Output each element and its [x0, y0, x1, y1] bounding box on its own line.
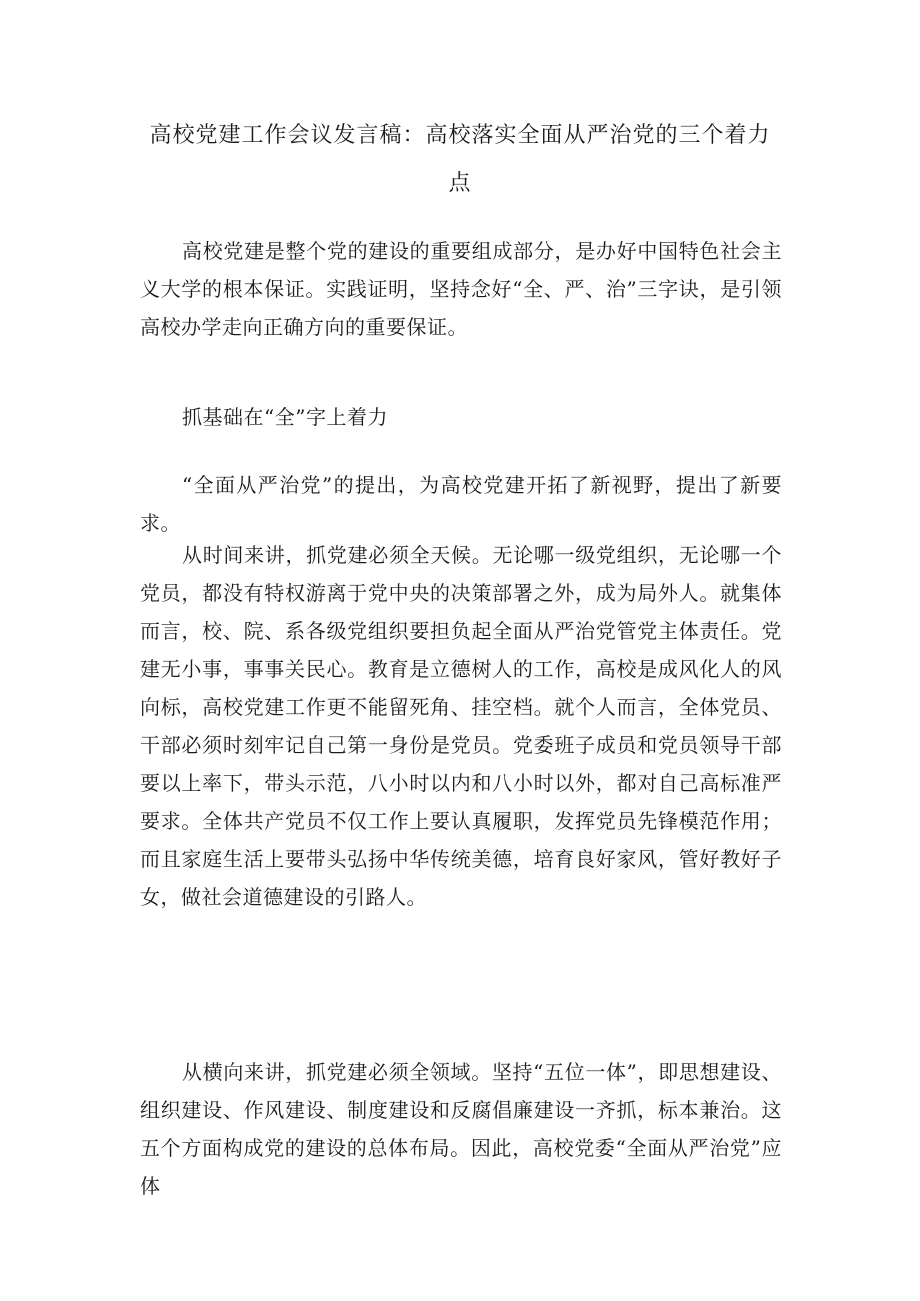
- body-paragraph: 从横向来讲，抓党建必须全领域。坚持“五位一体”，即思想建设、组织建设、作风建设、制度建设和反腐倡廉建设一齐抓，标本兼治。这五个方面构成党的建设的总体布局。因此，高校党委“全面从严治党”应体: [140, 1060, 782, 1198]
- document-title: 高校党建工作会议发言稿：高校落实全面从严治党的三个着力点: [149, 123, 771, 196]
- section-heading: 抓基础在“全”字上着力: [182, 405, 388, 429]
- body-paragraph: 从时间来讲，抓党建必须全天候。无论哪一级党组织，无论哪一个党员，都没有特权游离于党中央的决策部署之外，成为局外人。就集体而言，校、院、系各级党组织要担负起全面从严治党管党主体责任。党建无小事，事事关民心。教育是立德树人的工作，高校是成风化人的风向标，高校党建工作更不能留死角、挂空档。就个人而言，全体党员、干部必须时刻牢记自己第一身份是党员。党委班子成员和党员领导干部要以上率下，带头示范，八小时以内和八小时以外，都对自己高标准严要求。全体共产党员不仅工作上要认真履职，发挥党员先锋模范作用；而且家庭生活上要带头弘扬中华传统美德，培育良好家风，管好教好子女，做社会道德建设的引路人。: [140, 543, 782, 909]
- body-paragraph: “全面从严治党”的提出，为高校党建开拓了新视野，提出了新要求。: [140, 473, 782, 535]
- intro-paragraph: 高校党建是整个党的建设的重要组成部分，是办好中国特色社会主义大学的根本保证。实践证明，坚持念好“全、严、治”三字诀，是引领高校办学走向正确方向的重要保证。: [140, 239, 782, 339]
